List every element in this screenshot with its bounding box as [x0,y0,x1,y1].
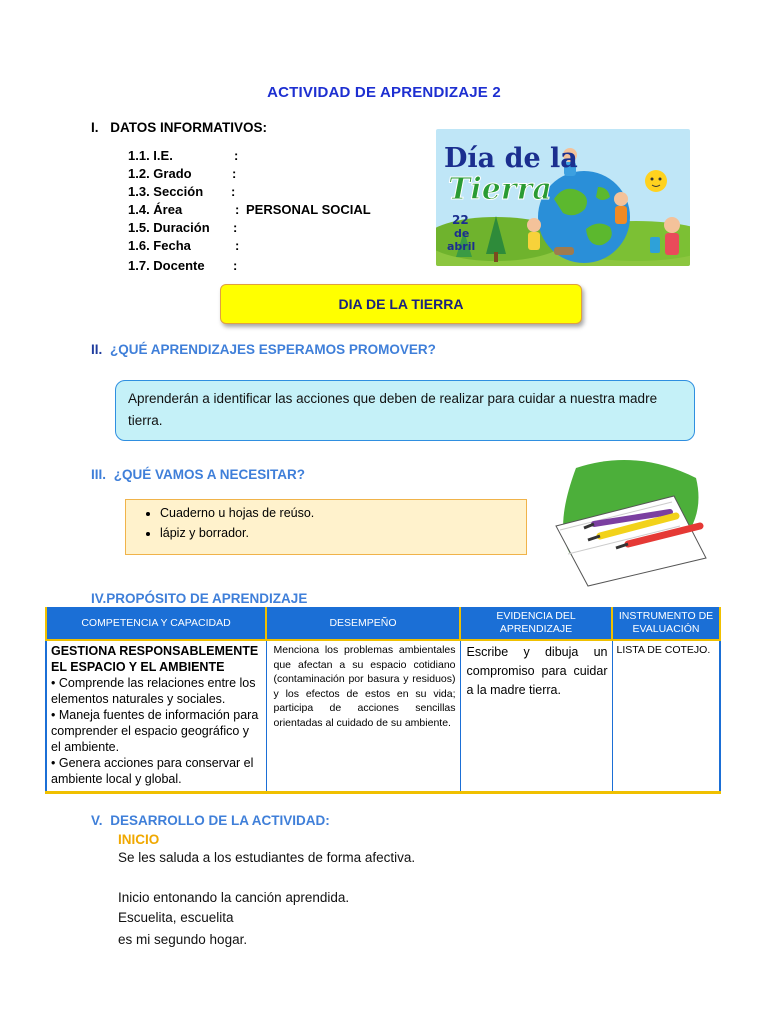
datos-colon: : [235,238,240,253]
cell-competencia [46,640,266,793]
section-3-heading [91,467,305,482]
materials-box [125,499,527,555]
datos-colon: : [234,148,239,163]
capacidad-item: • Maneja fuentes de información para comprender el espacio geográfico y el ambiente. [51,708,259,754]
header-competencia: COMPETENCIA Y CAPACIDAD [46,607,266,640]
datos-label: 1.3. Sección [128,184,204,199]
datos-colon: : [235,202,240,217]
table-header-row [46,607,720,640]
datos-colon: : [231,184,236,199]
section-4-number: IV. [91,591,107,606]
list-item: • Cuaderno u hojas de reúso. [160,503,526,523]
pencils-paper-clipart [546,458,710,588]
materials-list [144,503,526,543]
datos-value: PERSONAL SOCIAL [246,202,371,217]
image-date-day: 22 [452,213,469,227]
section-5-number: V. [91,813,103,828]
section-2-heading [91,342,436,357]
inicio-line: Inicio entonando la canción aprendida. [118,890,350,905]
datos-label: 1.2. Grado [128,166,192,181]
section-1-heading [91,120,267,135]
list-item: • lápiz y borrador. [160,523,526,543]
page-title: ACTIVIDAD DE APRENDIZAJE 2 [267,84,501,101]
header-instrumento: INSTRUMENTO DE EVALUACIÓN [612,607,720,640]
cell-evidencia: Escribe y dibuja un compromiso para cuidar a la madre tierra. [460,640,612,793]
datos-label: 1.1. I.E. [128,148,173,163]
capacidad-item: • Comprende las relaciones entre los elementos naturales y sociales. [51,676,256,706]
section-2-title: ¿QUÉ APRENDIZAJES ESPERAMOS PROMOVER? [110,342,436,357]
dia-de-la-tierra-illustration [436,129,690,266]
capacidad-item: • Genera acciones para conservar el ambiente local y global. [51,756,254,786]
cell-instrumento: LISTA DE COTEJO. [612,640,720,793]
header-evidencia: EVIDENCIA DEL APRENDIZAJE [460,607,612,640]
datos-colon: : [233,220,238,235]
inicio-line: es mi segundo hogar. [118,932,248,947]
inicio-subtitle: INICIO [118,832,160,847]
section-1-title: DATOS INFORMATIVOS: [110,120,268,135]
table-row [46,640,720,793]
image-date-month: abril [447,240,476,253]
section-4-title: PROPÓSITO DE APRENDIZAJE [106,591,308,606]
competencia-title: GESTIONA RESPONSABLEMENTE EL ESPACIO Y EL AMBIENTE [51,644,259,674]
section-2-number: II. [91,342,103,357]
datos-colon: : [233,258,238,273]
header-desempeno: DESEMPEÑO [266,607,460,640]
section-3-number: III. [91,467,107,482]
section-1-number: I. [91,120,99,135]
section-4-heading [91,591,307,606]
image-date-de: de [454,227,470,240]
cell-desempeno: Menciona los problemas ambientales que afectan a su espacio cotidiano (contaminación por basura y residuos) y los efectos de estos en su vida; participa de acciones sencillas orientadas al cuidado de su ambiente. [266,640,460,793]
pencils-icon [546,458,710,588]
datos-colon: : [232,166,237,181]
section-5-heading [91,813,330,828]
learning-purpose-table [45,607,721,794]
datos-label: 1.7. Docente [128,258,205,273]
section-5-title: DESARROLLO DE LA ACTIVIDAD: [110,813,330,828]
learning-goal-box: Aprenderán a identificar las acciones que deben de realizar para cuidar a nuestra madre tierra. [115,380,695,441]
earth-day-picture [436,129,690,266]
image-text-line1: Día de la [444,143,578,174]
image-text-line2: Tierra [448,172,552,207]
datos-label: 1.4. Área [128,202,183,217]
inicio-line: Escuelita, escuelita [118,910,234,925]
datos-label: 1.6. Fecha [128,238,191,253]
inicio-line: Se les saluda a los estudiantes de forma afectiva. [118,850,416,865]
datos-label: 1.5. Duración [128,220,210,235]
activity-banner: DIA DE LA TIERRA [220,284,582,324]
section-3-title: ¿QUÉ VAMOS A NECESITAR? [113,467,306,482]
